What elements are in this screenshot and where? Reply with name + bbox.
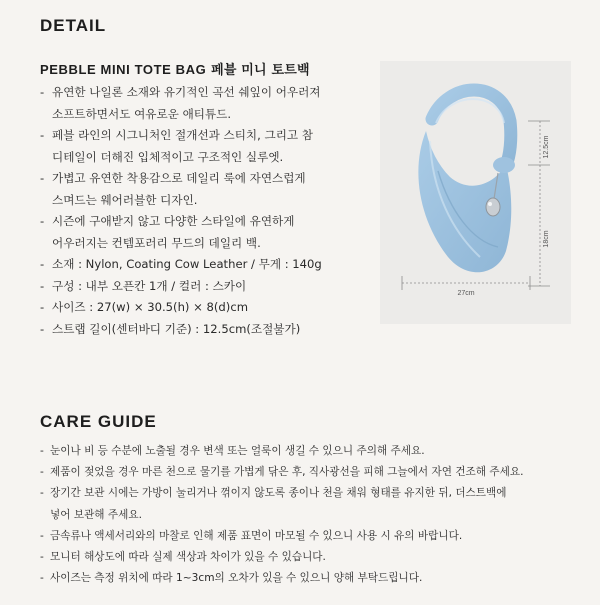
detail-list	[40, 82, 370, 340]
care-item: - 금속류나 액세서리와의 마찰로 인해 제품 표면이 마모될 수 있으니 사용 시 유의 바랍니다.	[40, 526, 580, 547]
detail-item	[40, 211, 370, 254]
care-item	[40, 483, 580, 525]
detail-item-line: 시즌에 구애받지 않고 다양한 스타일에 유연하게	[52, 214, 295, 228]
detail-item-line: 디테일이 더해진 입체적이고 구조적인 실루엣.	[52, 149, 284, 164]
detail-item-material: - 소재 : Nylon, Coating Cow Leather / 무게 : 140g	[40, 254, 370, 276]
detail-item-line: 스며드는 웨어러블한 디자인.	[52, 192, 198, 207]
dim-width: 27cm	[457, 290, 475, 297]
care-item-line: 장기간 보관 시에는 가방이 눌리거나 꺾이지 않도록 종이나 천을 채워 형태를 유지한 뒤, 더스트백에	[50, 487, 507, 500]
product-image	[380, 61, 571, 324]
care-item: - 눈이나 비 등 수분에 노출될 경우 변색 또는 얼룩이 생길 수 있으니 주의해 주세요.	[40, 441, 580, 462]
detail-item-line: 가볍고 유연한 착용감으로 데일리 룩에 자연스럽게	[52, 171, 306, 185]
detail-item-line: 소프트하면서도 여유로운 애티튜드.	[52, 106, 232, 121]
dim-strap-height: 12.5cm	[543, 135, 550, 159]
detail-section-title: DETAIL	[40, 16, 107, 35]
care-section-title: CARE GUIDE	[40, 412, 157, 431]
care-list	[40, 441, 580, 589]
detail-item-line: 페블 라인의 시그니처인 절개선과 스티치, 그리고 참	[52, 128, 313, 142]
bag-illustration	[380, 61, 571, 324]
care-item: - 모니터 해상도에 따라 실제 색상과 차이가 있을 수 있습니다.	[40, 547, 580, 568]
dim-body-height: 18cm	[543, 230, 550, 248]
detail-item	[40, 125, 370, 168]
care-item-line: 넣어 보관해 주세요.	[50, 508, 142, 521]
product-name	[40, 59, 310, 78]
product-name-en: PEBBLE MINI TOTE BAG	[40, 62, 207, 77]
detail-item-line: 유연한 나일론 소재와 유기적인 곡선 쉐잎이 어우러져	[52, 85, 321, 99]
detail-item-line: 어우러지는 컨템포러리 무드의 데일리 백.	[52, 235, 261, 250]
care-item: - 제품이 젖었을 경우 마른 천으로 물기를 가볍게 닦은 후, 직사광선을 피해 그늘에서 자연 건조해 주세요.	[40, 462, 580, 483]
detail-item-strap: - 스트랩 길이(센터바디 기준) : 12.5cm(조절불가)	[40, 319, 370, 341]
detail-item-composition: - 구성 : 내부 오픈칸 1개 / 컬러 : 스카이	[40, 276, 370, 298]
detail-item-size: - 사이즈 : 27(w) × 30.5(h) × 8(d)cm	[40, 297, 370, 319]
charm	[486, 198, 500, 216]
detail-item	[40, 82, 370, 125]
detail-item	[40, 168, 370, 211]
care-item: - 사이즈는 측정 위치에 따라 1~3cm의 오차가 있을 수 있으니 양해 부탁드립니다.	[40, 568, 580, 589]
product-name-ko: 페블 미니 토트백	[211, 63, 310, 78]
